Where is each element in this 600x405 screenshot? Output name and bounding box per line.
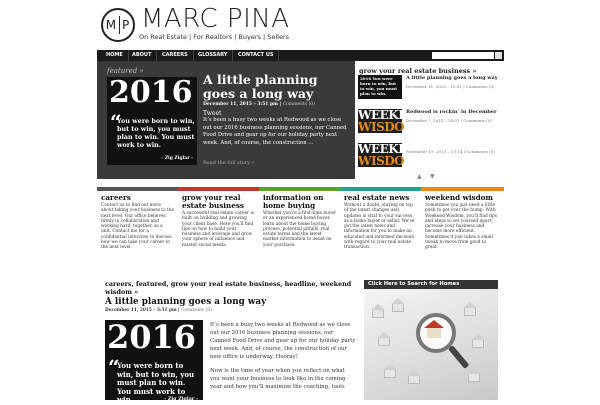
logo-mark-right: P xyxy=(122,18,131,32)
side-entry-date: December 11, 2015 – 15:51 xyxy=(406,84,462,89)
thumb-text-line-2: WISDO xyxy=(358,154,405,168)
category-weekend-wisdom xyxy=(421,187,504,273)
magnifier-handle xyxy=(448,345,469,369)
nav-about[interactable]: ABOUT xyxy=(127,50,157,61)
post-comments-link[interactable]: Comments (0) xyxy=(181,308,212,313)
side-entry-title[interactable]: Redwood is rockin’ in December xyxy=(406,109,497,115)
quote-text: You were born to win, but to win, you must plan to win. You must work to win. xyxy=(117,361,195,404)
category-description: A successful real estate career is built on building and growing your client base. Here you'll find tips on how to build your business and leverage and grow your sphere of influence and master social media. xyxy=(182,211,254,248)
thumb-text-line-1: WEEKEN xyxy=(358,108,418,122)
thumb-text-line-2: WISDO xyxy=(358,120,405,134)
nav-careers[interactable]: CAREERS xyxy=(157,50,194,61)
quote-year: 2016 xyxy=(109,75,193,110)
side-entry[interactable] xyxy=(358,109,504,133)
highlighted-house-icon xyxy=(427,328,441,338)
site-tagline: On Real Estate | For Realtors | Buyers | Sellers xyxy=(139,33,290,41)
post-body xyxy=(210,321,356,397)
side-entry-comments[interactable]: Comments (0) xyxy=(465,84,495,89)
category-description: Without a doubt, staying on top of the latest changes and updates is vital to your success as a home buyer or seller. We've got the latest news and information for you to make an educated and informed decision with regard to your real estate transaction. xyxy=(344,203,415,251)
post-paragraph: It’s been a busy two weeks at Redwood as we close out our 2016 business planning sessions, our Canned Food Drive and gear up for our holiday party next week. And, of course, the construction of our new office is underway. Hooray! xyxy=(210,322,356,360)
house-icon xyxy=(468,373,480,382)
house-icon xyxy=(372,309,384,318)
side-entry-info xyxy=(406,75,506,89)
nav-home[interactable]: HOME xyxy=(101,50,129,61)
logo-mark[interactable] xyxy=(101,8,135,42)
featured-post-title[interactable]: A little planning goes a long way xyxy=(203,72,318,101)
category-real-estate-news xyxy=(340,187,421,273)
meta-separator: | xyxy=(279,102,282,107)
category-grow-business xyxy=(178,187,259,273)
post-categories[interactable]: careers, featured, grow your real estate business, headline, weekend wisdom » xyxy=(105,280,352,296)
site-header xyxy=(97,0,504,50)
side-entry-meta: December 11, 2015 – 15:51 | Comments (0) xyxy=(406,84,495,89)
category-title[interactable]: careers xyxy=(101,193,131,202)
side-featured-title[interactable]: grow your real estate business » xyxy=(359,67,477,75)
side-entry-info xyxy=(406,143,506,154)
home-search-title[interactable]: Click Here to Search for Homes xyxy=(364,280,498,289)
post-meta: December 11, 2015 – 3:51 pm | Comments (0) xyxy=(105,308,212,313)
post-paragraph: Now is the time of year when you reflect on what you want your business to look like in the coming year and how you’ll maximize the coaching, tools xyxy=(210,368,346,390)
house-icon xyxy=(464,307,476,316)
site-title[interactable]: MARC PINA xyxy=(141,4,290,34)
nav-glossary[interactable]: GLOSSARY xyxy=(193,50,233,61)
quote-mark-icon: “ xyxy=(108,355,120,379)
side-entry-thumbnail[interactable] xyxy=(358,142,418,168)
featured-quote-image[interactable] xyxy=(107,77,197,165)
category-title[interactable]: real estate news xyxy=(344,193,410,202)
side-entry-meta: December 7, 2015 – 14:01 | Comments (0) xyxy=(406,118,492,123)
category-description: Contact us to find out more about taking your business to the next level. Our office believes firmly in collaboration and working hard, together, as a unit. Contact me for a confidential interview to discuss how we can take your career to the next level. xyxy=(101,203,175,251)
read-more-link[interactable]: Read the full story » xyxy=(203,160,255,166)
quote-author: - Zig Ziglar - xyxy=(161,156,193,161)
featured-excerpt: It’s been a busy two weeks at Redwood as we close out our 2016 business planning sessions, our Canned Food Drive and gear up for our holiday party next week. And, of course, the construction ... xyxy=(203,117,347,146)
house-icon xyxy=(384,369,396,378)
house-icon xyxy=(392,303,404,312)
category-description: Whether you're a first-time buyer or an experienced home buyer, learn about the home buying process, potential pitfalls, real estate terms and the latest market information to assist on your purchase. xyxy=(263,211,336,248)
featured-comments-link[interactable]: Comments (0) xyxy=(282,102,315,107)
category-title[interactable]: weekend wisdom xyxy=(425,193,494,202)
home-search-widget[interactable] xyxy=(364,280,498,400)
category-home-buying xyxy=(259,187,340,273)
category-band xyxy=(97,187,504,273)
category-title[interactable]: grow your real estate business xyxy=(182,193,244,210)
side-entry-info xyxy=(406,109,506,123)
post-title[interactable]: A little planning goes a long way xyxy=(105,297,267,307)
post-quote-image xyxy=(105,318,203,404)
quote-text: You were born to win, but to win, you must plan to win. You must work to win. xyxy=(117,117,195,149)
thumb-text-line-1: WEEKEN xyxy=(358,142,418,156)
tweet-button[interactable]: Tweet xyxy=(203,110,222,117)
logo-mark-left: M xyxy=(105,18,118,32)
home-search-image[interactable] xyxy=(364,289,498,400)
post-date: December 11, 2015 – 3:51 pm xyxy=(105,308,177,313)
search-button[interactable] xyxy=(495,52,502,59)
category-title[interactable]: information on home buying xyxy=(263,193,324,210)
slider-up-icon[interactable]: ▲ xyxy=(417,173,422,180)
featured-slider xyxy=(97,61,355,179)
page xyxy=(97,0,504,404)
nav-contact-us[interactable]: CONTACT US xyxy=(233,50,279,61)
side-featured-list xyxy=(355,61,504,179)
side-entry-comments[interactable]: Comments (0) xyxy=(463,118,492,123)
quote-mark-icon: “ xyxy=(110,110,122,134)
side-entry-date: December 7, 2015 – 14:01 xyxy=(406,118,460,123)
house-icon xyxy=(472,339,484,348)
logo-divider xyxy=(119,16,120,34)
category-description: Sometimes you just need a little push to get over the hump. With Weekend Wisdom, you'll find tips and ideas to set yourself apart, increase your business and become more efficient. Sometimes it just takes a small tweak to move from good to great. xyxy=(425,203,498,251)
side-entry-thumbnail[interactable] xyxy=(358,108,418,134)
slider-down-icon[interactable]: ▼ xyxy=(430,173,435,180)
quote-author: - Zig Ziglar - xyxy=(164,396,198,402)
side-entry-date: November 19, 2015 – 13:14 xyxy=(406,149,463,154)
featured-post-meta xyxy=(203,102,315,107)
side-entry[interactable] xyxy=(358,75,504,99)
side-entry-title[interactable]: A little planning goes a long way xyxy=(406,75,498,81)
quote-year: 2016 xyxy=(107,318,197,356)
side-entry-meta: November 19, 2015 – 13:14 | Comments (0) xyxy=(406,149,495,154)
search-input[interactable] xyxy=(432,52,494,59)
house-icon xyxy=(378,337,390,346)
main-nav xyxy=(97,50,504,61)
side-entry[interactable] xyxy=(358,143,504,167)
side-entry-comments[interactable]: Comments (0) xyxy=(466,149,495,154)
featured-post-date: December 11, 2015 – 3:51 pm xyxy=(203,102,278,107)
house-icon xyxy=(408,375,420,384)
side-entry-thumbnail[interactable]: 2016 You were born to win, but to win, you must plan to win. xyxy=(358,75,402,99)
category-careers xyxy=(97,187,178,273)
featured-label[interactable]: featured » xyxy=(107,67,144,75)
